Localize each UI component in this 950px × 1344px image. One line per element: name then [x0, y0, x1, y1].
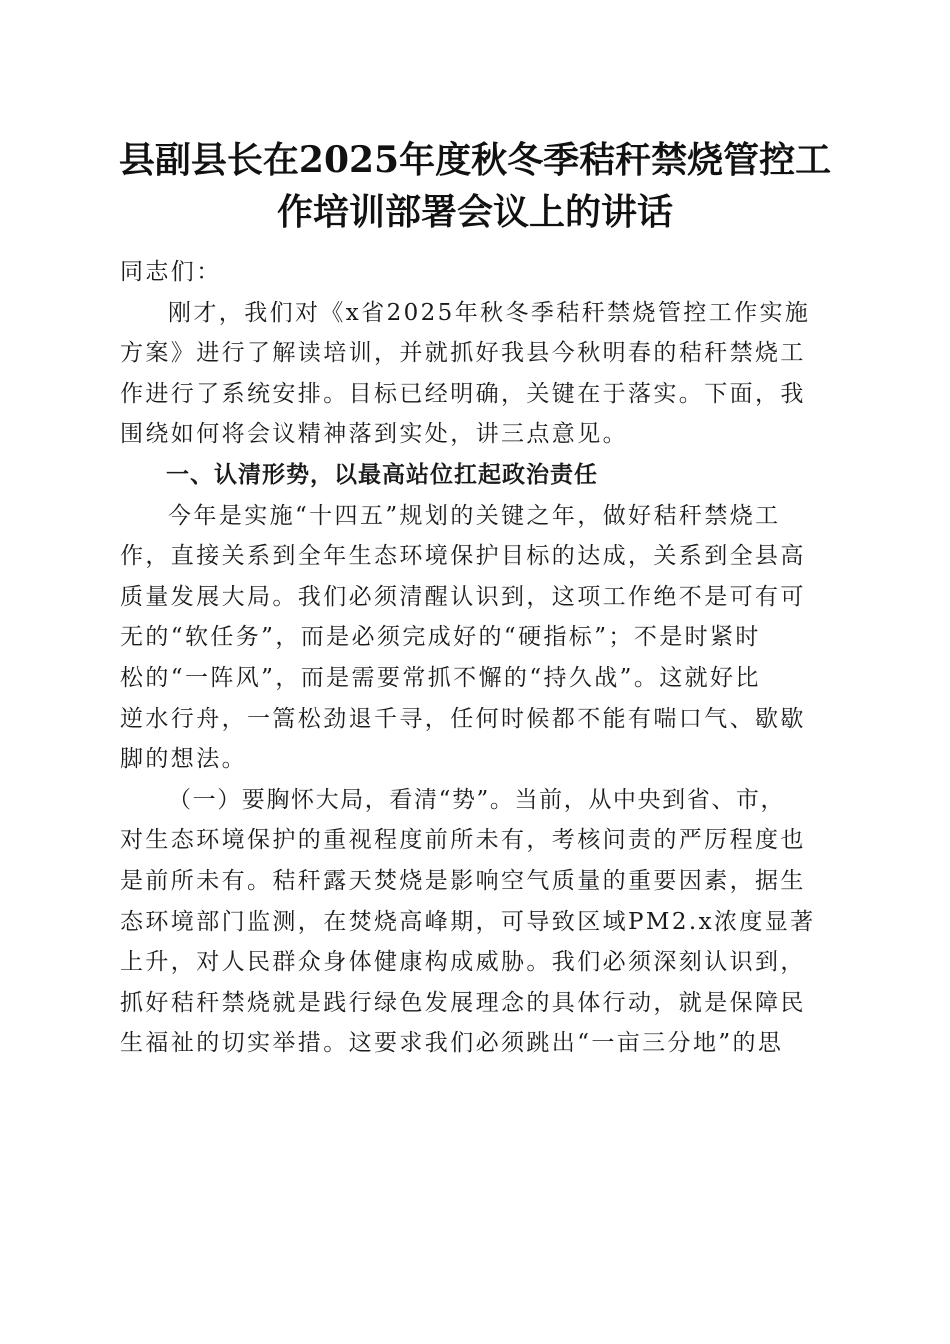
section-1-line-5: 松的“一阵风”，而是需要常抓不懈的“持久战”。这就好比 [120, 664, 761, 691]
section-1-line-6: 逆水行舟，一篙松劲退千寻，任何时候都不能有喘口气、歇歇 [120, 705, 806, 732]
subsection-1-line-1: （一）要胸怀大局，看清“势”。当前，从中央到省、市， [168, 786, 786, 813]
title-line-2: 作培训部署会议上的讲话 [276, 191, 673, 233]
subsection-1-line-4: 态环境部门监测，在焚烧高峰期，可导致区域PM2.x浓度显著 [120, 908, 816, 935]
section-1-line-1: 今年是实施“十四五”规划的关键之年，做好秸秆禁烧工 [168, 502, 781, 529]
section-1-line-3: 质量发展大局。我们必须清醒认识到，这项工作绝不是可有可 [120, 583, 806, 610]
section-1-heading: 一、认清形势，以最高站位扛起政治责任 [166, 461, 598, 488]
salutation: 同志们： [120, 259, 222, 285]
intro-line-4: 围绕如何将会议精神落到实处，讲三点意见。 [120, 421, 628, 448]
intro-line-1: 刚才，我们对《x省2025年秋冬季秸秆禁烧管控工作实施 [168, 299, 811, 326]
document-body [120, 252, 835, 1064]
subsection-1-line-6: 抓好秸秆禁烧就是践行绿色发展理念的具体行动，就是保障民 [120, 989, 806, 1016]
section-1-line-7: 脚的想法。 [120, 746, 247, 773]
intro-line-3: 作进行了系统安排。目标已经明确，关键在于落实。下面，我 [120, 380, 806, 407]
section-1-line-2: 作，直接关系到全年生态环境保护目标的达成，关系到全县高 [120, 543, 806, 570]
section-1-paragraph [120, 496, 835, 780]
subsection-1-line-7: 生福祉的切实举措。这要求我们必须跳出“一亩三分地”的思 [120, 1030, 784, 1057]
subsection-1-line-5: 上升，对人民群众身体健康构成威胁。我们必须深刻认识到， [120, 949, 806, 976]
subsection-1-line-2: 对生态环境保护的重视程度前所未有，考核问责的严厉程度也 [120, 827, 806, 854]
subsection-1-paragraph [120, 780, 835, 1064]
intro-line-2: 方案》进行了解读培训，并就抓好我县今秋明春的秸秆禁烧工 [120, 340, 806, 367]
intro-paragraph [120, 293, 835, 455]
title-line-1: 县副县长在2025年度秋冬季秸秆禁烧管控工 [118, 139, 832, 181]
subsection-1-line-3: 是前所未有。秸秆露天焚烧是影响空气质量的重要因素，据生 [120, 867, 806, 894]
section-1-line-4: 无的“软任务”，而是必须完成好的“硬指标”；不是时紧时 [120, 624, 761, 651]
document-title [100, 134, 850, 238]
